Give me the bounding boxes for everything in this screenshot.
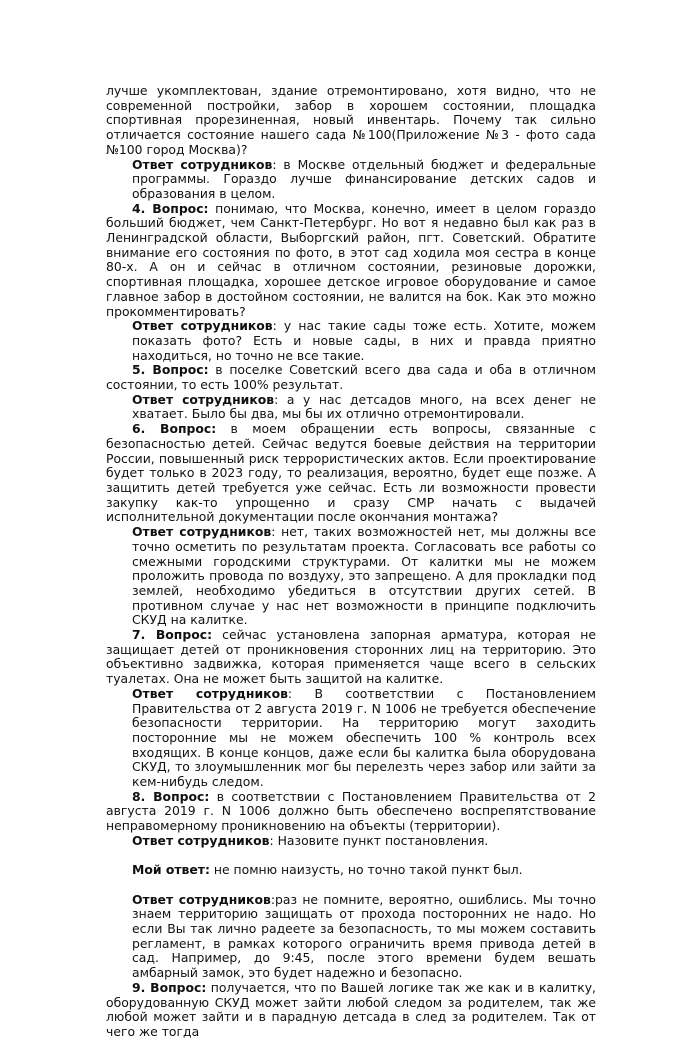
question-text: сейчас установлена запорная арматура, которая не защищает детей от проникновения сторонних лиц на территорию. Это объективно задвижка, которая применяется чаще всего в сельских туалетах. Она не может быть защитой на калитке. <box>106 627 596 687</box>
question-text: в соответствии с Постановлением Правительства от 2 августа 2019 г. N 1006 должно быть обеспечено воспрепятствование неправомерному проникновению на объекты (территории). <box>106 788 596 834</box>
staff-answer-8 <box>106 834 596 849</box>
answer-text: : Назовите пункт постановления. <box>269 832 489 848</box>
staff-answer-8b <box>106 893 596 981</box>
my-answer-text: не помню наизусть, но точно такой пункт был. <box>209 862 523 878</box>
question-4 <box>106 202 596 320</box>
answer-label: Ответ сотрудников <box>132 524 272 540</box>
staff-answer-4 <box>106 319 596 363</box>
answer-text: : у нас такие сады тоже есть. Хотите, можем показать фото? Есть и новые сады, в них и правда приятно находиться, но точно не все такие. <box>132 318 596 363</box>
question-label: 5. Вопрос: <box>132 362 209 378</box>
blank-line <box>106 849 596 864</box>
answer-text: : а у нас детсадов много, на всех денег не хватает. Было бы два, мы бы их отлично отремонтировали. <box>132 391 596 422</box>
staff-answer-5 <box>106 393 596 422</box>
answer-label: Ответ сотрудников <box>132 156 273 172</box>
question-label: 6. Вопрос: <box>132 421 217 437</box>
paragraph-intro <box>106 84 596 158</box>
staff-answer-7 <box>106 687 596 790</box>
paragraph-text: лучше укомплектован, здание отремонтировано, хотя видно, что не современной постройки, забор в хорошем состоянии, площадка спортивная прорезиненная, новый инвентарь. Почему так сильно отличается состояние нашего сада №100(Приложение №3 - фото сада №100 город Москва)? <box>106 83 596 157</box>
staff-answer-6 <box>106 525 596 628</box>
question-label: 9. Вопрос: <box>132 979 207 995</box>
question-label: 8. Вопрос: <box>132 788 210 804</box>
my-answer-label: Мой ответ: <box>132 862 210 878</box>
question-7 <box>106 628 596 687</box>
question-label: 4. Вопрос: <box>132 200 209 216</box>
answer-text: :раз не помните, вероятно, ошиблись. Мы точно знаем территорию защищать от прохода посторонних не надо. Но если Вы так лично радеете за безопасность, то мы можем составить регламент, в рамках которого ограничить время привода детей в сад. Например, до 9:45, после этого времени будем вешать амбарный замок, это будет надежно и безопасно. <box>132 891 597 981</box>
answer-text: : в Москве отдельный бюджет и федеральные программы. Гораздо лучше финансирование детских садов и образования в целом. <box>132 156 597 201</box>
question-5 <box>106 363 596 392</box>
answer-label: Ответ сотрудников <box>132 391 275 407</box>
question-text: в поселке Советский всего два сада и оба в отличном состоянии, то есть 100% результат. <box>106 362 596 393</box>
question-text: получается, что по Вашей логике так же как и в калитку, оборудованную СКУД может зайти любой следом за родителем, так же любой может зайти и в парадную детсада в след за родителем. Так от чего же тогда <box>106 979 596 1039</box>
my-answer <box>106 863 596 878</box>
answer-label: Ответ сотрудников <box>132 685 288 701</box>
answer-label: Ответ сотрудников <box>132 891 271 907</box>
question-8 <box>106 790 596 834</box>
answer-text: : В соответствии с Постановлением Правительства от 2 августа 2019 г. N 1006 не требуется обеспечение безопасности территории. На территорию могут заходить посторонние мы не можем обеспечить 100 % контроль всех входящих. В конце концов, даже если бы калитка была оборудована СКУД, то злоумышленник мог бы перелезть через забор или зайти за кем-нибудь следом. <box>132 685 596 790</box>
blank-line <box>106 878 596 893</box>
answer-label: Ответ сотрудников <box>132 832 270 848</box>
answer-label: Ответ сотрудников <box>132 318 273 334</box>
question-text: понимаю, что Москва, конечно, имеет в целом гораздо больший бюджет, чем Санкт-Петербург. Но вот я недавно был как раз в Ленинградской области, Выборгский район, пгт. Советский. Обратите внимание его состояния по фото, в этот сад ходила моя сестра в конце 80-х. А он и сейчас в отличном состоянии, резиновые дорожки, спортивная площадка, хорошее детское игровое оборудование и самое главное забор в достойном состоянии, не валится на бок. Как это можно прокомментировать? <box>106 200 596 319</box>
question-6 <box>106 422 596 525</box>
question-label: 7. Вопрос: <box>132 627 213 643</box>
document-page <box>106 84 596 1040</box>
answer-text: : нет, таких возможностей нет, мы должны все точно осметить по результатам проекта. Согласовать все работы со смежными городскими структурами. От калитки мы не можем проложить провода по воздуху, это запрещено. А для прокладки под землей, необходимо убедиться в отсутствии других сетей. В противном случае у нас нет возможности в принципе подключить СКУД на калитке. <box>132 524 597 628</box>
staff-answer-3 <box>106 158 596 202</box>
question-text: в моем обращении есть вопросы, связанные с безопасностью детей. Сейчас ведутся боевые действия на территории России, повышенный риск террористических актов. Если проектирование будет только в 2023 году, то реализация, вероятно, будет еще позже. А защитить детей требуется уже сейчас. Есть ли возможности провести закупку как-то упрощенно и сразу СМР начать с выдачей исполнительной документации после окончания монтажа? <box>106 421 596 525</box>
